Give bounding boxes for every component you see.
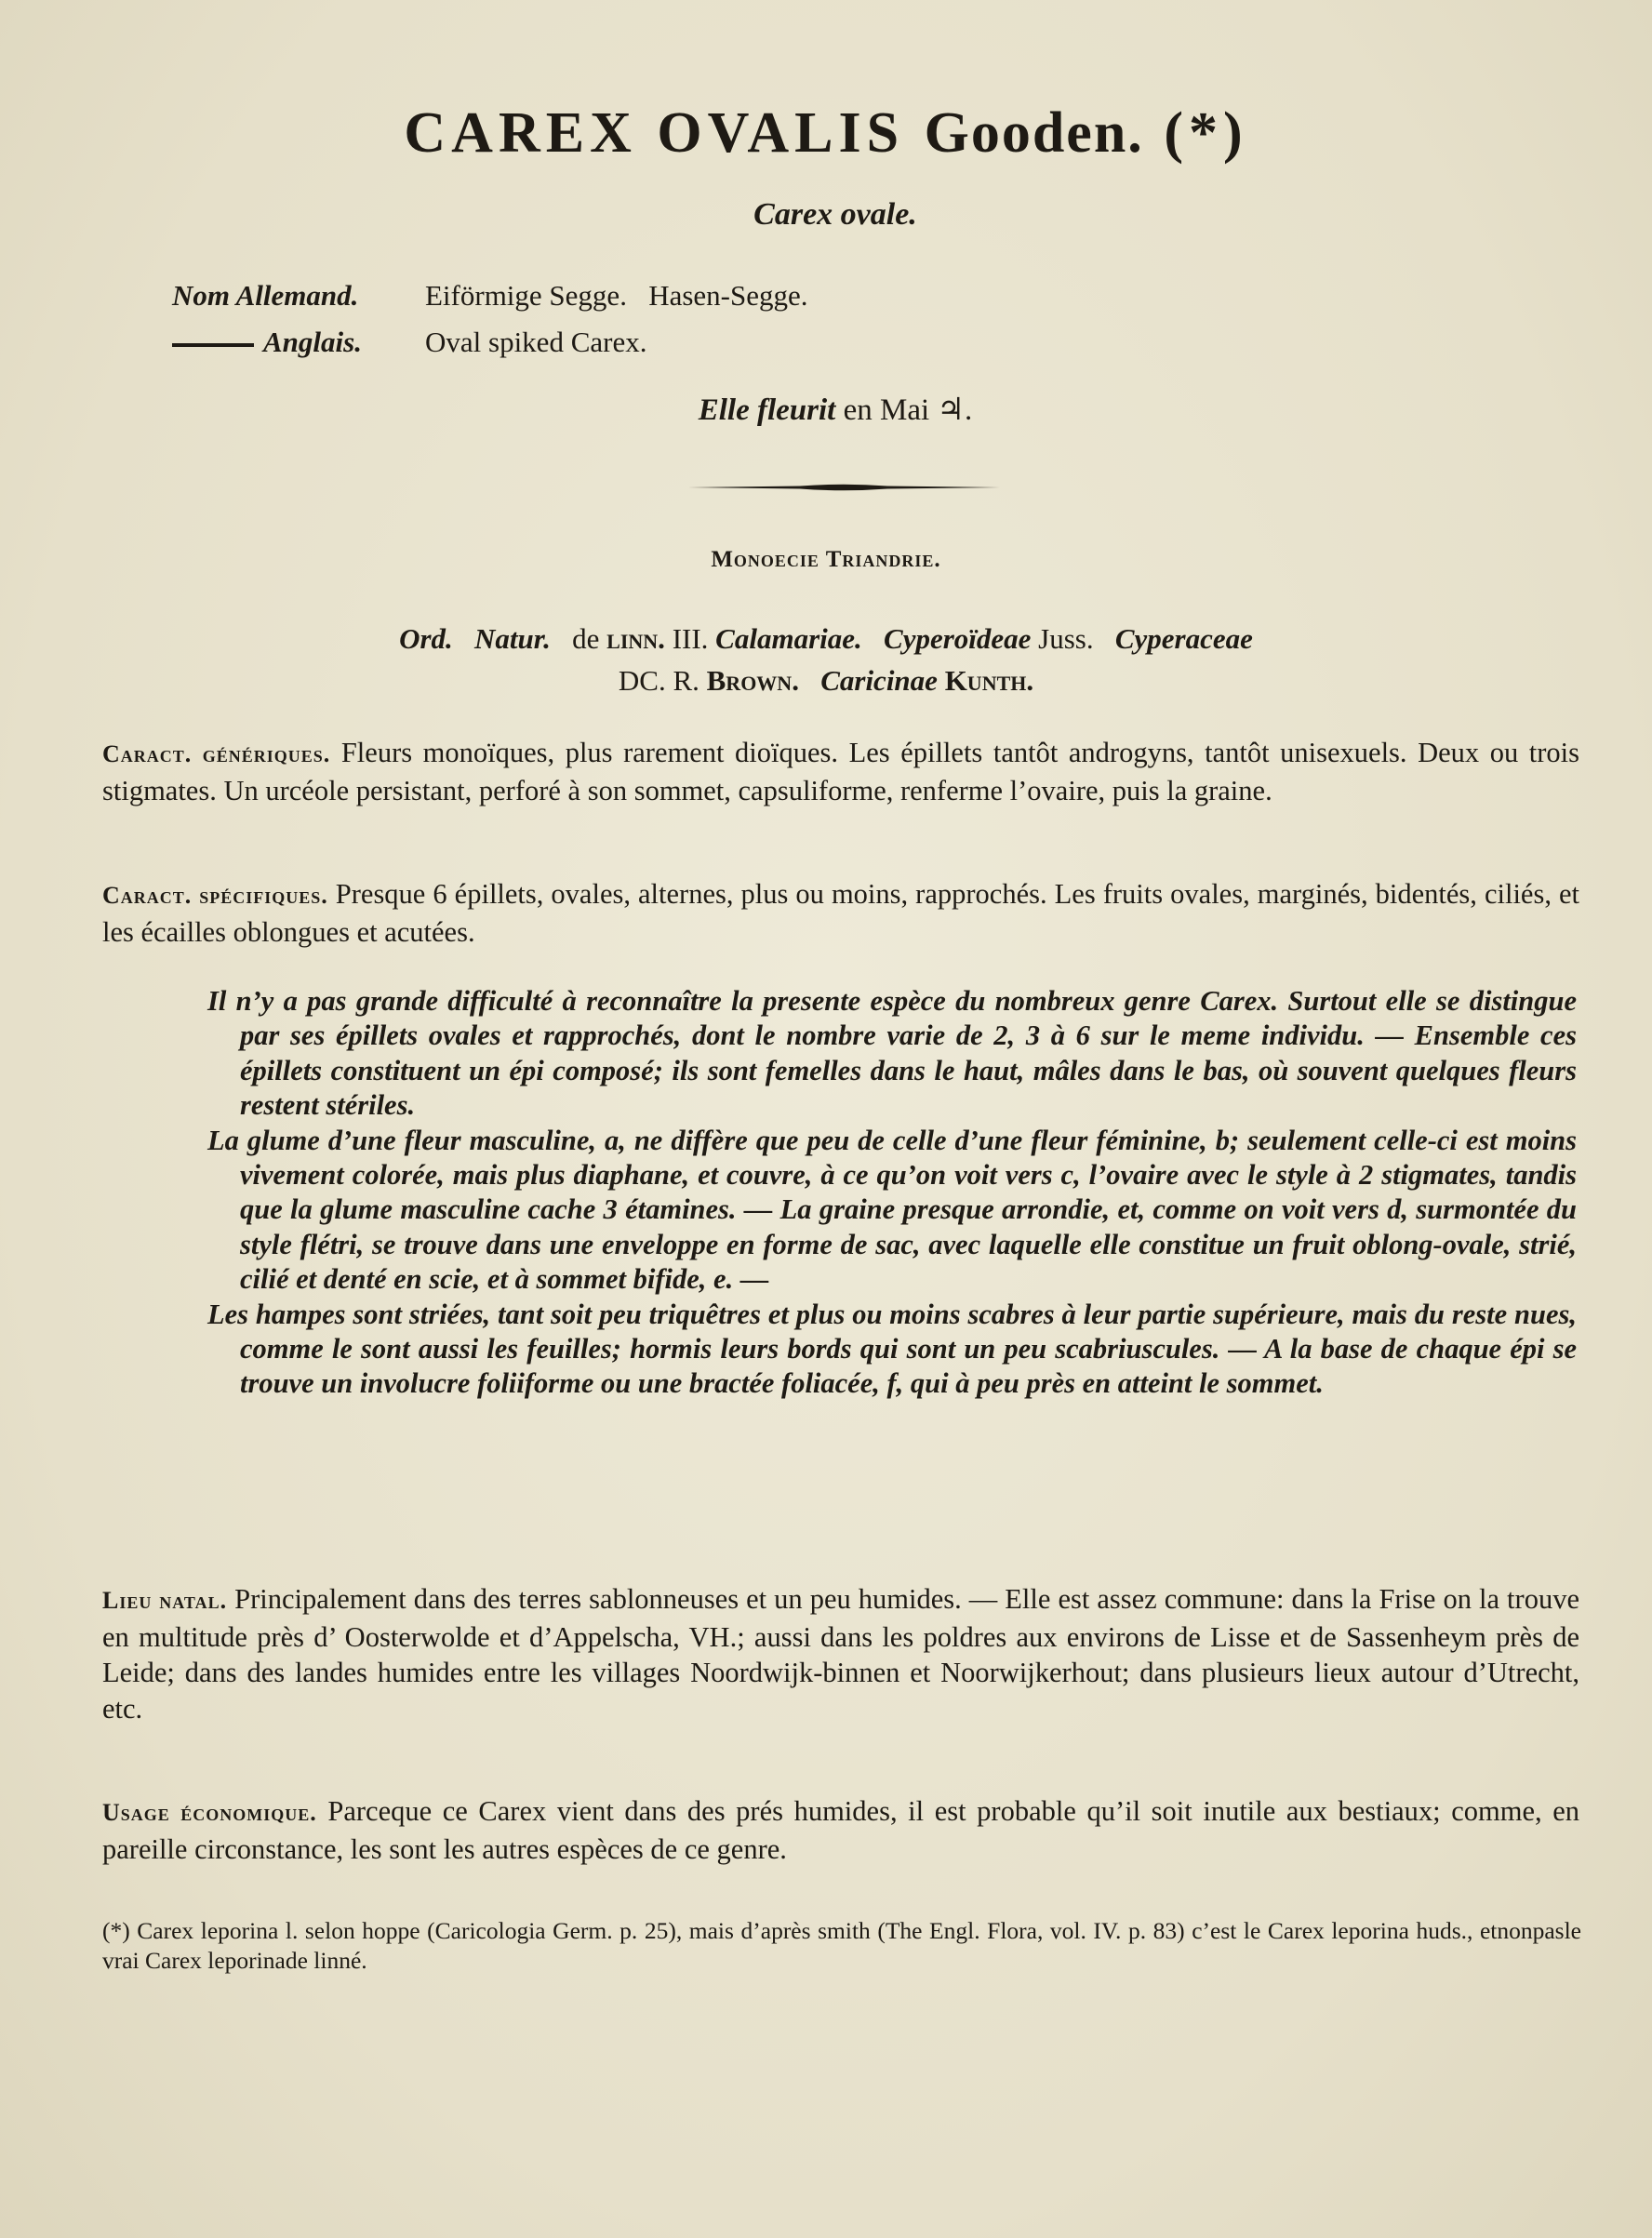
description xyxy=(207,984,1577,1402)
natural-order xyxy=(0,618,1652,701)
description-paragraph-2: La glume d’une fleur masculine, a, ne diffère que peu de celle d’une fleur féminine, b; seulement celle-ci est moins vivement colorée, mais plus diaphane, et couvre, à ce qu’on voit vers c, l’ovaire avec le style à 2 stigmates, tandis que la glume masculine cache 3 étamines. — La graine presque arrondie, et, comme on voit vers d, surmontée du style flétri, se trouve dans une enveloppe en forme de sac, avec laquelle elle constitue un fruit oblong-ovale, strié, cilié et denté en scie, et à sommet bifide, e. — xyxy=(207,1124,1577,1296)
specific-text: Presque 6 épillets, ovales, alternes, plus ou moins, rapprochés. Les fruits ovales, marginés, bidentés, ciliés, et les écailles oblongues et acutées. xyxy=(102,878,1580,948)
ditto-dash xyxy=(172,343,254,347)
description-paragraph-1: Il n’y a pas grande difficulté à reconnaître la presente espèce du nombreux genre Carex. Surtout elle se distingue par ses épillets ovales et rapprochés, dont le nombre varie de 2, 3 à 6 sur le meme individu. — Ensemble ces épillets constituent un épi composé; ils sont femelles dans le haut, mâles dans le bas, où souvent quelques fleurs restent stériles. xyxy=(207,985,1577,1122)
generic-heading: Caract. génériques. xyxy=(102,740,331,767)
english-name-row xyxy=(172,326,808,372)
english-value: Oval spiked Carex. xyxy=(425,326,647,358)
habitat-heading: Lieu natal. xyxy=(102,1587,228,1614)
species-name: CAREX OVALIS xyxy=(404,101,905,165)
description-paragraph-3: Les hampes sont striées, tant soit peu triquêtres et plus ou moins scabres à leur partie supérieure, mais du reste nues, comme le sont aussi les feuilles; hormis leurs bords qui sont un peu scabriuscules. — A la base de chaque épi se trouve un involucre foliiforme ou une bractée foliacée, f, qui à peu près en atteint le sommet. xyxy=(207,1298,1577,1400)
german-label: Nom Allemand. xyxy=(172,279,359,312)
subtitle: Carex ovale. xyxy=(753,197,917,232)
english-label: Anglais. xyxy=(263,326,362,358)
generic-characters xyxy=(102,735,1579,808)
flowering-month: en Mai xyxy=(843,393,930,427)
usage-heading: Usage économique. xyxy=(102,1799,317,1826)
generic-text: Fleurs monoïques, plus rarement dioïques. Les épillets tantôt androgyns, tantôt unisexuels. Deux ou trois stigmates. Un urcéole persistant, perforé à son sommet, capsuliforme, renferme l’ovaire, puis la graine. xyxy=(102,737,1580,806)
habitat-text: Principalement dans des terres sablonneuses et un peu humides. — Elle est assez commune: dans la Frise on la trouve en multitude près d’ Oosterwolde et d’Appelscha, VH.; aussi dans les poldres aux environs de Lisse et de Sassenheym près de Leide; dans des landes humides entre les villages Noordwijk-binnen et Noorwijkerhout; dans plusieurs lieux autour d’Utrecht, etc. xyxy=(102,1583,1579,1725)
economic-use xyxy=(102,1793,1579,1867)
common-names xyxy=(172,279,808,372)
german-value: Eiförmige Segge. Hasen-Segge. xyxy=(425,279,808,312)
page-title xyxy=(0,100,1652,167)
flowering-line xyxy=(0,391,1652,428)
habitat xyxy=(102,1581,1579,1726)
flowering-italic: Elle fleurit xyxy=(698,393,836,427)
ornamental-rule xyxy=(688,483,1000,490)
german-name-row xyxy=(172,279,808,326)
perennial-symbol: ♃. xyxy=(937,393,973,427)
usage-text: Parceque ce Carex vient dans des prés humides, il est probable qu’il soit inutile aux bestiaux; comme, en pareille circonstance, les sont les autres espèces de ce genre. xyxy=(102,1795,1579,1865)
note-mark: (*) xyxy=(1164,101,1248,165)
linnaean-class: Monoecie Triandrie. xyxy=(711,547,941,572)
footnote: (*) Carex leporina l. selon hoppe (Caricologia Germ. p. 25), mais d’après smith (The Engl. Flora, vol. IV. p. 83) c’est le Carex leporina huds., etnonpasle vrai Carex leporinade linné. xyxy=(102,1917,1581,1974)
natural-order-line-1: Ord. Natur. de linn. III. Calamariae. Cyperoïdeae Juss. Cyperaceae xyxy=(399,622,1253,655)
author-name: Gooden. xyxy=(924,101,1144,165)
specific-characters xyxy=(102,876,1579,950)
specific-heading: Caract. spécifiques. xyxy=(102,882,328,909)
natural-order-line-2: DC. R. Brown. Caricinae Kunth. xyxy=(618,664,1034,697)
